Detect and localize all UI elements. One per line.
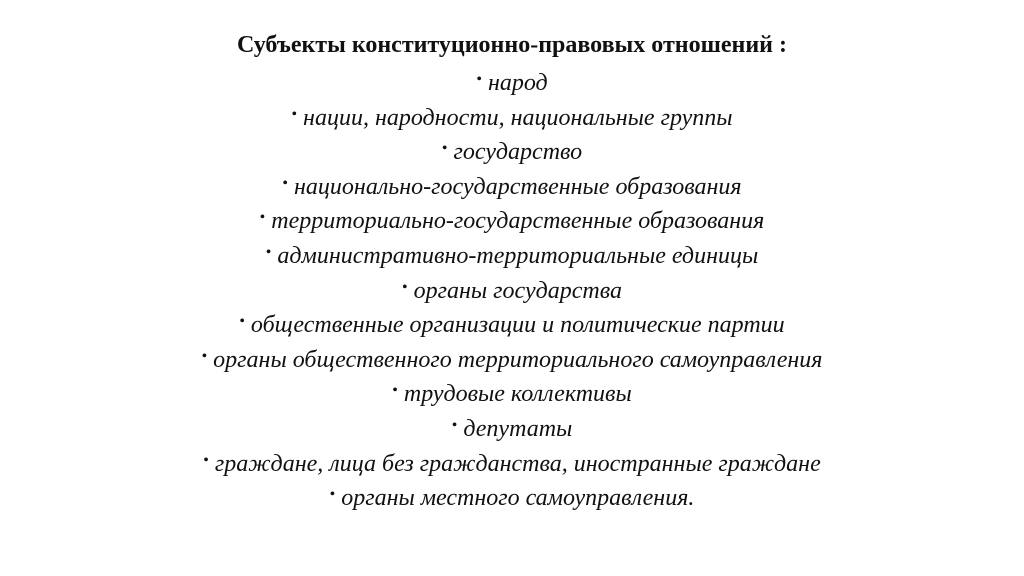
list-item — [0, 481, 1024, 516]
list-item — [0, 343, 1024, 378]
list-item-text: административно-территориальные единицы — [277, 242, 759, 269]
bullet-icon: • — [201, 347, 208, 365]
bullet-icon: • — [282, 174, 289, 192]
list-item-text: органы государства — [413, 277, 622, 304]
list-item — [0, 377, 1024, 412]
bullet-icon: • — [476, 71, 482, 88]
list-item — [0, 66, 1024, 101]
list-item-text: граждане, лица без гражданства, иностранные граждане — [214, 450, 821, 477]
bullet-icon: • — [203, 451, 209, 469]
subjects-list — [0, 66, 1024, 516]
bullet-icon: • — [329, 486, 336, 504]
list-item — [0, 412, 1024, 447]
list-item — [0, 101, 1024, 136]
bullet-icon: • — [392, 382, 398, 400]
bullet-icon: • — [259, 209, 266, 227]
list-item-text: депутаты — [463, 415, 573, 442]
list-item-text: нации, народности, национальные группы — [303, 104, 733, 131]
bullet-icon: • — [451, 416, 458, 434]
list-item-text: территориально-государственные образования — [271, 208, 765, 235]
list-item — [0, 204, 1024, 239]
list-item-text: национально-государственные образования — [294, 173, 742, 200]
list-item — [0, 274, 1024, 309]
bullet-icon: • — [265, 243, 272, 261]
bullet-icon: • — [402, 278, 408, 296]
list-item-text: народ — [487, 70, 548, 96]
bullet-icon: • — [441, 140, 448, 158]
list-item-text: трудовые коллективы — [403, 381, 632, 408]
list-item — [0, 308, 1024, 343]
list-item — [0, 170, 1024, 205]
list-item — [0, 239, 1024, 274]
list-item-text: органы общественного территориального самоуправления — [213, 346, 823, 373]
list-item — [0, 447, 1024, 482]
bullet-icon: • — [239, 313, 245, 331]
list-item-text: органы местного самоуправления. — [341, 485, 695, 512]
list-item-text: государство — [453, 139, 583, 166]
slide-title: Субъекты конституционно-правовых отношений : — [237, 32, 787, 58]
list-item-text: общественные организации и политические партии — [250, 312, 785, 339]
list-item — [0, 135, 1024, 170]
bullet-icon: • — [291, 105, 298, 123]
